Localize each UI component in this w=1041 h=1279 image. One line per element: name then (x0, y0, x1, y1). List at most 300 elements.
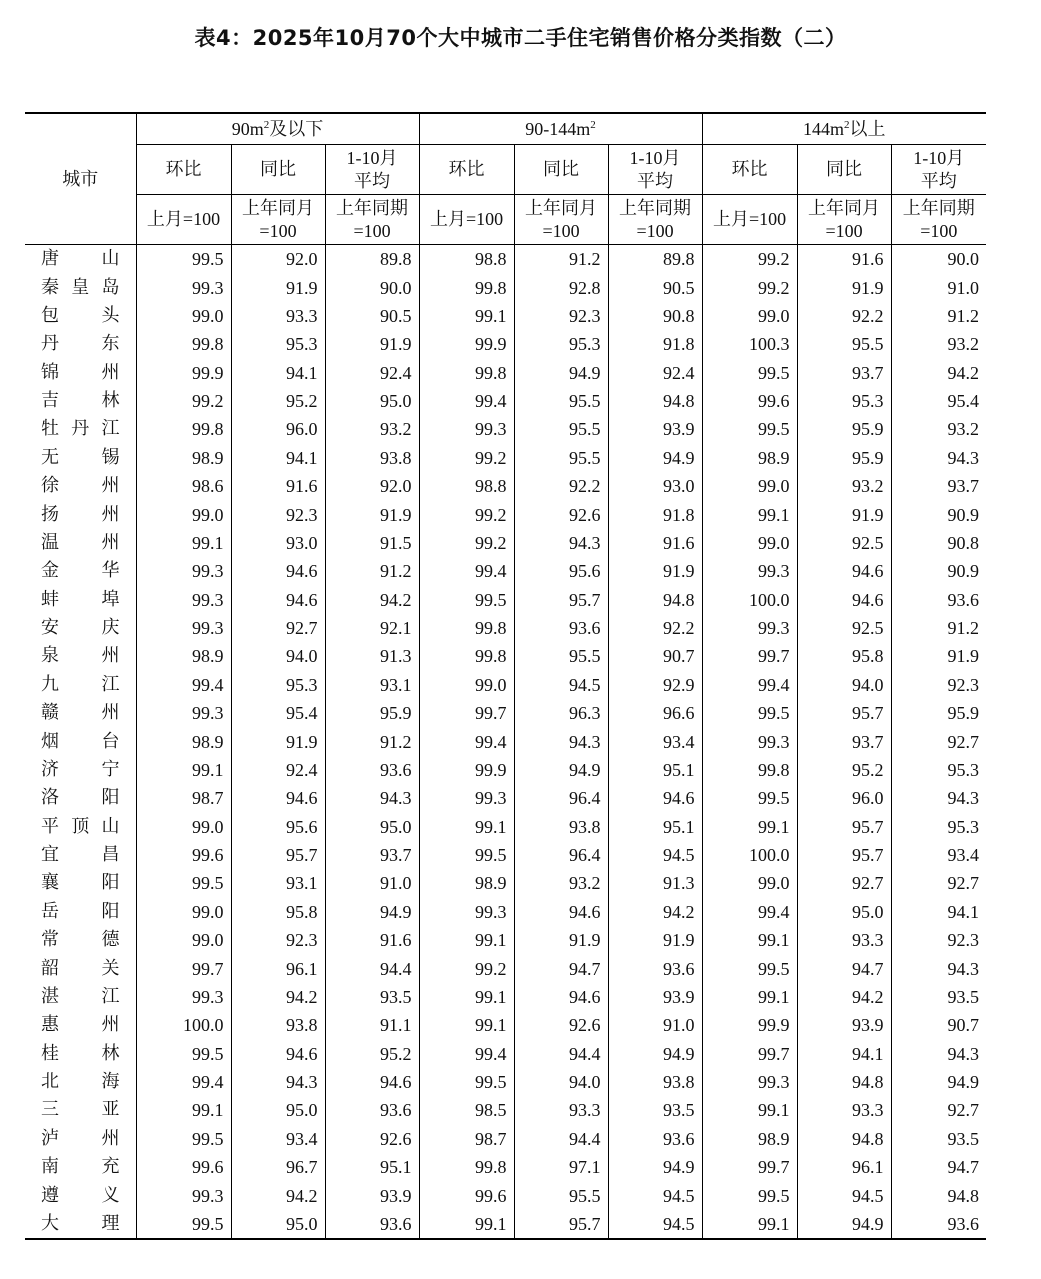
table-row (25, 1096, 986, 1124)
index-value: 92.5 (797, 614, 891, 642)
index-value: 94.8 (608, 387, 702, 415)
subheader-avg-line1: 1-10月 (913, 147, 965, 168)
index-value: 93.0 (231, 529, 325, 557)
index-value: 99.2 (419, 529, 514, 557)
city-name: 吉林 (41, 390, 120, 412)
index-value: 99.8 (419, 642, 514, 670)
base-yoy-line2: =100 (259, 220, 297, 241)
index-value: 95.0 (325, 813, 419, 841)
index-value: 94.7 (797, 954, 891, 982)
index-value: 100.0 (702, 586, 797, 614)
city-name: 常德 (41, 929, 120, 951)
index-value: 99.1 (702, 926, 797, 954)
index-value: 99.5 (702, 784, 797, 812)
table-header (25, 113, 986, 245)
index-value: 91.9 (608, 926, 702, 954)
table-row (25, 444, 986, 472)
base-avg-line1: 上年同期 (902, 197, 975, 219)
index-value: 93.2 (891, 330, 986, 358)
index-value: 94.6 (231, 784, 325, 812)
index-value: 92.7 (891, 727, 986, 755)
index-value: 94.2 (797, 983, 891, 1011)
table-row (25, 557, 986, 585)
city-name: 平顶山 (41, 815, 120, 837)
index-value: 92.0 (325, 472, 419, 500)
index-value: 95.7 (797, 841, 891, 869)
index-value: 93.3 (231, 302, 325, 330)
index-value: 91.9 (891, 642, 986, 670)
index-value: 94.0 (514, 1068, 608, 1096)
index-value: 90.7 (608, 642, 702, 670)
index-value: 99.1 (702, 813, 797, 841)
index-value: 91.2 (891, 614, 986, 642)
city-name: 包头 (41, 304, 120, 326)
index-value: 93.5 (891, 983, 986, 1011)
index-value: 99.1 (419, 926, 514, 954)
index-value: 99.5 (136, 1040, 231, 1068)
index-value: 93.1 (231, 869, 325, 897)
index-value: 91.0 (608, 1011, 702, 1039)
base-yoy-line2: =100 (825, 220, 863, 241)
index-value: 99.4 (419, 727, 514, 755)
table-row (25, 1040, 986, 1068)
index-value: 91.2 (325, 557, 419, 585)
index-value: 94.6 (514, 983, 608, 1011)
index-value: 91.9 (325, 500, 419, 528)
index-value: 91.2 (514, 245, 608, 274)
base-mom: 上月=100 (136, 195, 231, 245)
city-name: 温州 (41, 531, 120, 553)
table-body (25, 245, 986, 1240)
city-name: 丹东 (41, 333, 120, 355)
index-value: 91.1 (325, 1011, 419, 1039)
index-value: 92.5 (797, 529, 891, 557)
table-row (25, 330, 986, 358)
index-value: 92.3 (231, 926, 325, 954)
table-row (25, 529, 986, 557)
index-value: 99.5 (136, 1125, 231, 1153)
index-value: 95.2 (797, 756, 891, 784)
city-name: 洛阳 (41, 787, 120, 809)
index-value: 95.2 (325, 1040, 419, 1068)
index-value: 93.2 (891, 415, 986, 443)
index-value: 99.5 (136, 245, 231, 274)
city-name: 泉州 (41, 645, 120, 667)
index-value: 95.0 (231, 1210, 325, 1239)
index-value: 92.7 (797, 869, 891, 897)
index-value: 94.4 (325, 954, 419, 982)
index-value: 99.3 (136, 557, 231, 585)
index-value: 99.1 (419, 983, 514, 1011)
index-value: 95.6 (514, 557, 608, 585)
table-row (25, 926, 986, 954)
index-value: 95.5 (514, 387, 608, 415)
index-value: 98.9 (702, 1125, 797, 1153)
index-value: 90.8 (608, 302, 702, 330)
subheader-avg (608, 145, 702, 195)
city-name: 惠州 (41, 1014, 120, 1036)
index-value: 99.2 (419, 500, 514, 528)
index-value: 99.8 (419, 359, 514, 387)
city-name: 襄阳 (41, 872, 120, 894)
table-row (25, 273, 986, 301)
index-value: 93.6 (891, 1210, 986, 1239)
index-value: 91.3 (325, 642, 419, 670)
index-value: 99.7 (136, 954, 231, 982)
index-value: 95.7 (231, 841, 325, 869)
index-value: 94.3 (325, 784, 419, 812)
index-value: 93.7 (891, 472, 986, 500)
index-value: 99.2 (702, 245, 797, 274)
index-value: 95.3 (231, 671, 325, 699)
index-value: 99.5 (702, 1181, 797, 1209)
index-value: 95.1 (608, 756, 702, 784)
index-value: 99.2 (419, 954, 514, 982)
index-value: 98.5 (419, 1096, 514, 1124)
index-value: 93.1 (325, 671, 419, 699)
index-value: 93.8 (608, 1068, 702, 1096)
index-value: 95.4 (231, 699, 325, 727)
table-row (25, 699, 986, 727)
table-row (25, 245, 986, 274)
index-value: 96.3 (514, 699, 608, 727)
index-value: 94.9 (608, 1153, 702, 1181)
index-value: 94.1 (797, 1040, 891, 1068)
index-value: 95.3 (891, 756, 986, 784)
index-value: 92.3 (891, 926, 986, 954)
index-value: 99.6 (419, 1181, 514, 1209)
city-name: 徐州 (41, 475, 120, 497)
index-value: 99.1 (702, 1210, 797, 1239)
index-value: 94.3 (891, 784, 986, 812)
index-value: 99.3 (419, 784, 514, 812)
index-value: 93.9 (608, 983, 702, 1011)
index-value: 91.9 (797, 273, 891, 301)
index-value: 93.6 (325, 1096, 419, 1124)
index-value: 94.7 (514, 954, 608, 982)
index-value: 93.8 (514, 813, 608, 841)
base-avg (325, 195, 419, 245)
subheader-mom: 环比 (419, 145, 514, 195)
index-value: 94.3 (891, 1040, 986, 1068)
index-value: 95.3 (514, 330, 608, 358)
index-value: 93.2 (325, 415, 419, 443)
index-value: 91.6 (231, 472, 325, 500)
price-index-table (25, 112, 986, 1240)
index-value: 93.2 (797, 472, 891, 500)
city-name: 安庆 (41, 617, 120, 639)
base-yoy-line1: 上年同月 (525, 197, 598, 219)
index-value: 94.2 (891, 359, 986, 387)
city-name: 遵义 (41, 1184, 120, 1206)
index-value: 99.3 (136, 699, 231, 727)
index-value: 90.0 (891, 245, 986, 274)
base-yoy-line2: =100 (542, 220, 580, 241)
index-value: 94.9 (797, 1210, 891, 1239)
index-value: 89.8 (608, 245, 702, 274)
index-value: 91.9 (325, 330, 419, 358)
table-row (25, 954, 986, 982)
city-name: 湛江 (41, 985, 120, 1007)
index-value: 99.0 (136, 302, 231, 330)
index-value: 93.8 (231, 1011, 325, 1039)
city-name: 三亚 (41, 1099, 120, 1121)
index-value: 94.9 (608, 1040, 702, 1068)
table-row (25, 500, 986, 528)
index-value: 93.6 (514, 614, 608, 642)
index-value: 95.5 (514, 642, 608, 670)
base-yoy-line1: 上年同月 (808, 197, 881, 219)
index-value: 92.6 (325, 1125, 419, 1153)
index-value: 99.1 (702, 500, 797, 528)
index-value: 94.1 (231, 359, 325, 387)
index-value: 95.9 (797, 415, 891, 443)
subheader-avg (891, 145, 986, 195)
index-value: 92.3 (891, 671, 986, 699)
index-value: 93.6 (608, 1125, 702, 1153)
index-value: 99.0 (702, 529, 797, 557)
table-row (25, 642, 986, 670)
base-avg-line2: =100 (636, 220, 674, 241)
index-value: 92.1 (325, 614, 419, 642)
index-value: 99.5 (419, 841, 514, 869)
index-value: 99.3 (136, 983, 231, 1011)
index-value: 93.5 (891, 1125, 986, 1153)
group-header-medium: $90-144m^2$ (419, 113, 702, 145)
city-name: 九江 (41, 673, 120, 695)
index-value: 98.8 (419, 245, 514, 274)
index-value: 99.8 (419, 614, 514, 642)
index-value: 94.4 (514, 1125, 608, 1153)
index-value: 90.0 (325, 273, 419, 301)
index-value: 99.7 (419, 699, 514, 727)
index-value: 95.7 (797, 699, 891, 727)
table-row (25, 387, 986, 415)
index-value: 98.9 (136, 444, 231, 472)
index-value: 100.3 (702, 330, 797, 358)
index-value: 94.9 (608, 444, 702, 472)
index-value: 92.4 (325, 359, 419, 387)
index-value: 99.7 (702, 1040, 797, 1068)
index-value: 97.1 (514, 1153, 608, 1181)
index-value: 95.0 (231, 1096, 325, 1124)
index-value: 91.8 (608, 500, 702, 528)
table-row (25, 359, 986, 387)
index-value: 99.1 (419, 1011, 514, 1039)
subheader-yoy: 同比 (514, 145, 608, 195)
index-value: 94.5 (608, 841, 702, 869)
index-value: 95.8 (797, 642, 891, 670)
city-name: 北海 (41, 1071, 120, 1093)
index-value: 92.6 (514, 500, 608, 528)
table-row (25, 1210, 986, 1239)
index-value: 93.5 (325, 983, 419, 1011)
table-row (25, 1153, 986, 1181)
index-value: 99.5 (702, 415, 797, 443)
subheader-avg-line2: 平均 (637, 170, 674, 192)
index-value: 91.9 (608, 557, 702, 585)
index-value: 94.0 (797, 671, 891, 699)
index-value: 99.1 (419, 813, 514, 841)
index-value: 91.9 (797, 500, 891, 528)
index-value: 92.3 (231, 500, 325, 528)
base-avg-line2: =100 (353, 220, 391, 241)
index-value: 95.8 (231, 898, 325, 926)
index-value: 93.9 (797, 1011, 891, 1039)
index-value: 89.8 (325, 245, 419, 274)
index-value: 99.5 (702, 699, 797, 727)
index-value: 90.7 (891, 1011, 986, 1039)
index-value: 94.9 (514, 756, 608, 784)
index-value: 91.6 (797, 245, 891, 274)
index-value: 99.4 (419, 557, 514, 585)
index-value: 99.3 (136, 1181, 231, 1209)
city-name: 济宁 (41, 758, 120, 780)
index-value: 91.0 (891, 273, 986, 301)
index-value: 94.3 (514, 529, 608, 557)
table-row (25, 302, 986, 330)
index-value: 94.5 (797, 1181, 891, 1209)
city-name: 蚌埠 (41, 588, 120, 610)
index-value: 99.4 (136, 671, 231, 699)
table-row (25, 784, 986, 812)
base-yoy-line1: 上年同月 (242, 197, 314, 219)
index-value: 93.7 (797, 727, 891, 755)
index-value: 99.0 (136, 926, 231, 954)
index-value: 94.6 (608, 784, 702, 812)
index-value: 94.5 (514, 671, 608, 699)
base-yoy (797, 195, 891, 245)
index-value: 91.8 (608, 330, 702, 358)
subheader-mom: 环比 (136, 145, 231, 195)
index-value: 98.7 (419, 1125, 514, 1153)
index-value: 95.3 (231, 330, 325, 358)
index-value: 99.3 (702, 614, 797, 642)
base-mom: 上月=100 (419, 195, 514, 245)
index-value: 93.9 (325, 1181, 419, 1209)
table-row (25, 586, 986, 614)
city-name: 桂林 (41, 1042, 120, 1064)
index-value: 99.5 (419, 586, 514, 614)
index-value: 92.2 (797, 302, 891, 330)
index-value: 99.5 (136, 869, 231, 897)
index-value: 99.4 (702, 671, 797, 699)
index-value: 99.0 (419, 671, 514, 699)
base-yoy (231, 195, 325, 245)
table-row (25, 841, 986, 869)
index-value: 90.9 (891, 557, 986, 585)
index-value: 94.6 (797, 586, 891, 614)
index-value: 91.6 (608, 529, 702, 557)
index-value: 94.2 (231, 1181, 325, 1209)
index-value: 91.9 (231, 727, 325, 755)
index-value: 99.3 (702, 1068, 797, 1096)
index-value: 95.1 (608, 813, 702, 841)
index-value: 99.7 (702, 642, 797, 670)
index-value: 91.3 (608, 869, 702, 897)
index-value: 90.9 (891, 500, 986, 528)
index-value: 96.4 (514, 841, 608, 869)
city-name: 宜昌 (41, 844, 120, 866)
table-row (25, 671, 986, 699)
index-value: 93.3 (797, 1096, 891, 1124)
index-value: 92.0 (231, 245, 325, 274)
index-value: 99.8 (419, 273, 514, 301)
index-value: 99.0 (136, 500, 231, 528)
index-value: 99.0 (136, 898, 231, 926)
index-value: 99.6 (136, 841, 231, 869)
index-value: 95.0 (797, 898, 891, 926)
table-row (25, 813, 986, 841)
index-value: 95.7 (514, 586, 608, 614)
index-value: 95.5 (514, 1181, 608, 1209)
index-value: 95.3 (797, 387, 891, 415)
index-value: 98.6 (136, 472, 231, 500)
index-value: 100.0 (702, 841, 797, 869)
index-value: 99.9 (702, 1011, 797, 1039)
city-name: 秦皇岛 (41, 276, 120, 298)
index-value: 92.4 (231, 756, 325, 784)
index-value: 99.4 (702, 898, 797, 926)
index-value: 99.9 (419, 756, 514, 784)
index-value: 99.9 (419, 330, 514, 358)
index-value: 95.9 (325, 699, 419, 727)
index-value: 99.1 (136, 529, 231, 557)
index-value: 98.9 (702, 444, 797, 472)
index-value: 94.6 (514, 898, 608, 926)
index-value: 94.3 (891, 954, 986, 982)
table-row (25, 1011, 986, 1039)
index-value: 100.0 (136, 1011, 231, 1039)
index-value: 99.3 (702, 557, 797, 585)
index-value: 98.8 (419, 472, 514, 500)
index-value: 98.9 (136, 642, 231, 670)
table-row (25, 756, 986, 784)
index-value: 94.4 (514, 1040, 608, 1068)
index-value: 99.0 (702, 869, 797, 897)
index-value: 93.5 (608, 1096, 702, 1124)
subheader-mom: 环比 (702, 145, 797, 195)
index-value: 93.2 (514, 869, 608, 897)
index-value: 95.7 (514, 1210, 608, 1239)
table-row (25, 869, 986, 897)
index-value: 94.6 (231, 586, 325, 614)
index-value: 94.6 (325, 1068, 419, 1096)
base-mom: 上月=100 (702, 195, 797, 245)
index-value: 94.8 (797, 1125, 891, 1153)
index-value: 99.1 (136, 756, 231, 784)
index-value: 99.2 (136, 387, 231, 415)
base-yoy (514, 195, 608, 245)
index-value: 99.1 (419, 302, 514, 330)
subheader-avg-line2: 平均 (920, 170, 957, 192)
index-value: 94.6 (231, 1040, 325, 1068)
city-column-header: 城市 (25, 113, 136, 245)
index-value: 95.2 (231, 387, 325, 415)
index-value: 99.0 (702, 302, 797, 330)
city-name: 扬州 (41, 503, 120, 525)
city-name: 泸州 (41, 1127, 120, 1149)
index-value: 95.9 (891, 699, 986, 727)
index-value: 94.1 (891, 898, 986, 926)
index-value: 99.8 (136, 415, 231, 443)
index-value: 99.0 (136, 813, 231, 841)
index-value: 91.0 (325, 869, 419, 897)
index-value: 95.1 (325, 1153, 419, 1181)
index-value: 93.4 (891, 841, 986, 869)
city-name: 金华 (41, 560, 120, 582)
city-name: 烟台 (41, 730, 120, 752)
